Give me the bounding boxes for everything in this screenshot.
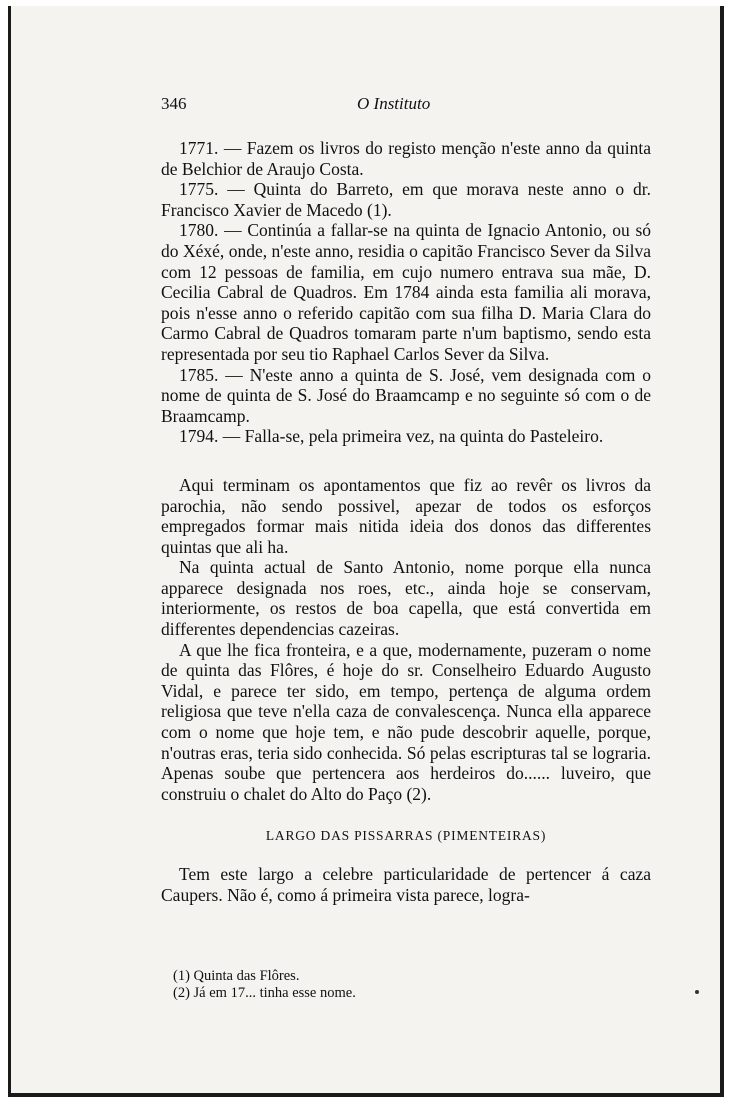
section-heading: LARGO DAS PISSARRAS (PIMENTEIRAS) [265, 828, 547, 844]
footnotes [161, 968, 651, 1002]
entry-1775: 1775. — Quinta do Barreto, em que morava neste anno o dr. Francisco Xavier de Macedo (1). [161, 179, 651, 220]
page-number: 346 [161, 94, 187, 113]
ink-speck [695, 990, 699, 994]
entry-1771: 1771. — Fazem os livros do registo menção n'este anno da quinta de Belchior de Araujo Costa. [161, 138, 651, 179]
book-page [8, 6, 724, 1097]
paragraph: Na quinta actual de Santo Antonio, nome porque ella nunca apparece designada nos roes, etc., ainda hoje se conservam, interiormente, os restos de boa capella, que está convertida em differentes dependencias cazeiras. [161, 557, 651, 640]
chronological-entries [161, 138, 651, 447]
closing-remarks [161, 475, 651, 805]
paragraph: Tem este largo a celebre particularidade de pertencer á caza Caupers. Não é, como á primeira vista parece, logra- [161, 864, 651, 905]
footnote-1: (1) Quinta das Flôres. [173, 967, 300, 984]
entry-1785: 1785. — N'este anno a quinta de S. José, vem designada com o nome de quinta de S. José do Braamcamp e no seguinte só com o de Braamcamp. [161, 364, 651, 426]
entry-1780: 1780. — Continúa a fallar-se na quinta de Ignacio Antonio, ou só do Xéxé, onde, n'este anno, residia o capitão Francisco Sever da Silva com 12 pessoas de familia, em cujo numero entrava sua mãe, D. Cecilia Cabral de Quadros. Em 1784 ainda esta familia ali morava, pois n'esse anno o referido capitão com sua filha D. Maria Clara do Carmo Cabral de Quadros tomaram parte n'um baptismo, sendo esta representada por seu tio Raphael Carlos Sever da Silva. [161, 220, 651, 364]
section-body [161, 864, 651, 905]
paragraph: A que lhe fica fronteira, e a que, modernamente, puzeram o nome de quinta das Flôres, é hoje do sr. Conselheiro Eduardo Augusto Vidal, e parece ter sido, em tempo, pertença de alguma ordem religiosa que teve n'ella caza de convalescença. Nunca ella apparece com o nome que hoje tem, e não pude descobrir aquelle, porque, n'outras eras, teria sido conhecida. Só pelas escripturas tal se lograria. Apenas soube que pertencera aos herdeiros do...... luveiro, que construiu o chalet do Alto do Paço (2). [161, 639, 651, 804]
entry-1794: 1794. — Falla-se, pela primeira vez, na quinta do Pasteleiro. [179, 426, 604, 447]
footnote-2: (2) Já em 17... tinha esse nome. [173, 984, 356, 1001]
page-content [161, 94, 651, 1002]
page-header [161, 94, 651, 122]
running-title: O Instituto [357, 94, 431, 113]
paragraph: Aqui terminam os apontamentos que fiz ao revêr os livros da parochia, não sendo possivel, apezar de todos os esforços empregados formar mais nitida ideia dos donos das differentes quintas que ali ha. [161, 474, 651, 557]
